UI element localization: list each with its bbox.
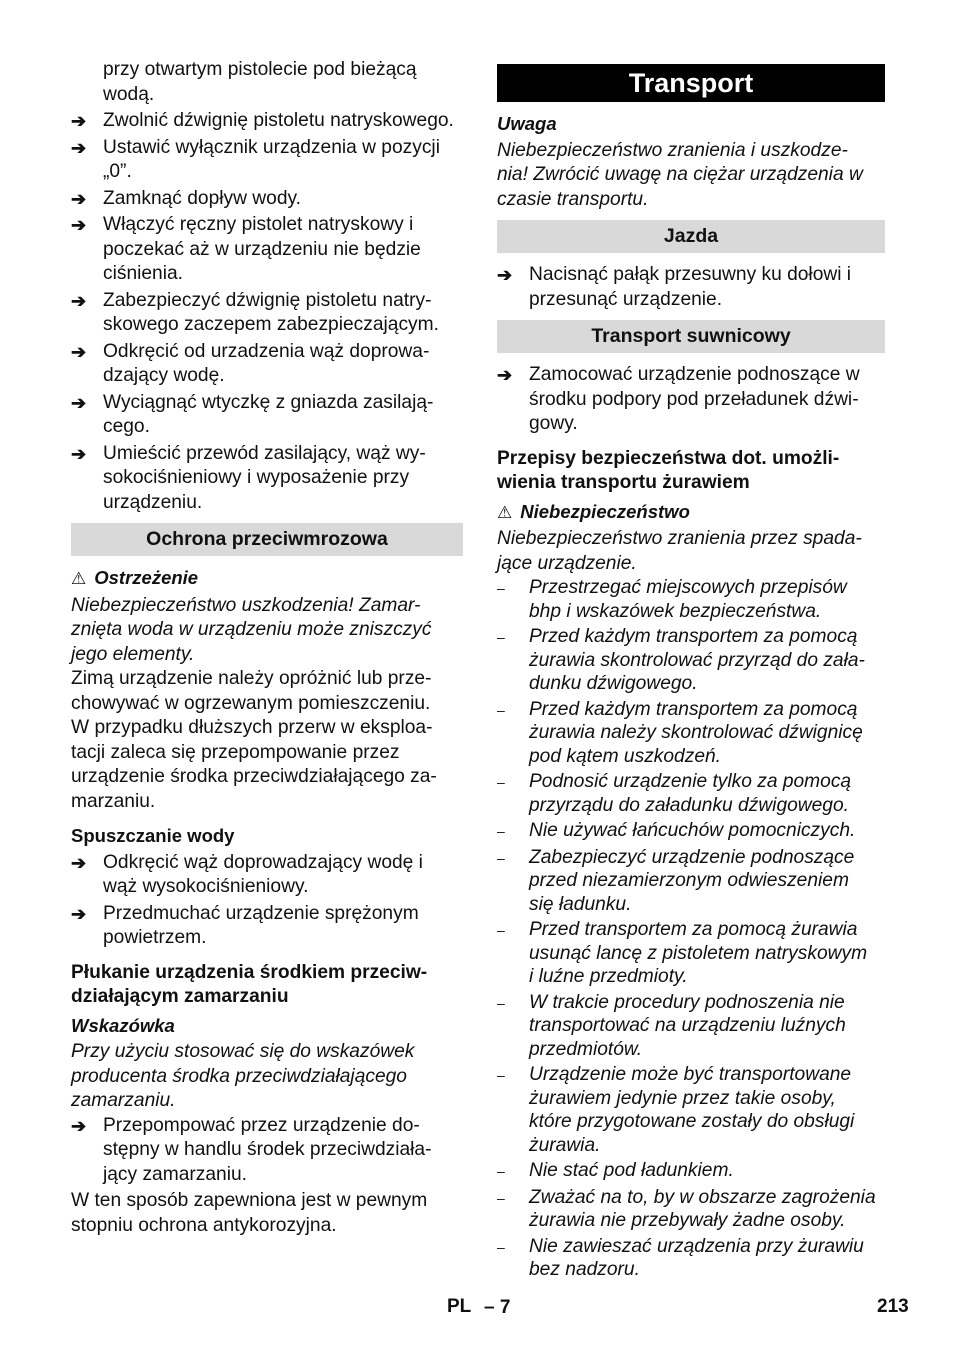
text-line: chowywać w ogrzewanym pomieszczeniu. (71, 692, 431, 714)
text-line: wienia transportu żurawiem (497, 472, 750, 493)
list-item (497, 819, 885, 844)
arrow-right-icon: ➔ (71, 111, 87, 131)
text-line: stępny w handlu środek przeciwdziała- (103, 1139, 432, 1160)
text-line: Nacisnąć pałąk przesuwny ku dołowi i (529, 264, 852, 285)
caution-text (497, 139, 885, 213)
list-item-text (529, 1063, 854, 1157)
step-list (71, 109, 463, 515)
step-item (71, 136, 463, 185)
text-line: zamarzaniu. (71, 1090, 176, 1111)
caution-label: Uwaga (497, 113, 557, 134)
warning-icon: ⚠ (71, 569, 87, 588)
arrow-right-icon: ➔ (497, 265, 513, 285)
dash-bullet: – (497, 1189, 505, 1206)
step-item (71, 340, 463, 389)
right-column (497, 64, 885, 1284)
text-line: i luźne przedmioty. (529, 966, 688, 987)
step-item (497, 363, 885, 437)
danger-label-text: Niebezpieczeństwo (520, 500, 690, 522)
rules-list (497, 576, 885, 1282)
section-heading-crane: Transport suwnicowy (497, 320, 885, 353)
dash-bullet: – (497, 1238, 505, 1255)
text-line: W trakcie procedury podnoszenia nie (529, 991, 845, 1013)
step-text (103, 902, 419, 951)
text-line: ciśnienia. (103, 263, 183, 284)
step-text (103, 340, 429, 389)
text-line: cego. (103, 416, 150, 437)
text-line: usunąć lancę z pistoletem natryskowym (529, 942, 868, 964)
text-line: Przed transportem za pomocą żurawia (529, 919, 858, 940)
text-line: bez nadzoru. (529, 1259, 640, 1280)
step-item (71, 391, 463, 440)
text-line: skowego zaczepem zabezpieczającym. (103, 314, 439, 335)
text-line: sokociśnieniowy i wyposażenie przy (103, 467, 410, 488)
text-line: Zamknąć dopływ wody. (103, 187, 301, 209)
text-line: dzający wodę. (103, 365, 225, 386)
text-line: marzaniu. (71, 790, 156, 812)
text-line: Nie używać łańcuchów pomocniczych. (529, 820, 856, 841)
flush-step (71, 1114, 463, 1188)
step-item (71, 187, 463, 212)
list-item (497, 625, 885, 696)
list-item-text (529, 770, 851, 817)
text-line: tacji zaleca się przepompowanie przez (71, 741, 400, 763)
list-item (497, 698, 885, 769)
text-line: Niebezpieczeństwo zranienia i uszkodze- (497, 139, 848, 161)
warning-label (71, 566, 463, 592)
text-line: poczekać aż w urządzeniu nie będzie (103, 238, 421, 260)
text-line: „0”. (103, 161, 132, 182)
arrow-right-icon: ➔ (71, 852, 87, 873)
text-line: żurawiem jedynie przez takie osoby, (529, 1087, 836, 1109)
text-line: znięta woda w urządzeniu może zniszczyć (71, 619, 432, 640)
text-line: Przepisy bezpieczeństwa dot. umożli- (497, 447, 840, 469)
step-text (103, 442, 426, 516)
warning-icon: ⚠ (497, 502, 513, 522)
list-item (497, 918, 885, 989)
text-line: przedmiotów. (529, 1038, 643, 1060)
text-line: jący zamarzaniu. (103, 1163, 247, 1185)
footer-language: PL (447, 1296, 472, 1317)
dash-bullet: – (497, 701, 505, 718)
text-line: nia! Zwrócić uwagę na ciężar urządzenia w (497, 164, 863, 185)
list-item-text (529, 819, 855, 844)
step-text (103, 213, 421, 287)
text-line: wodą. (103, 83, 155, 105)
list-item (497, 1159, 885, 1184)
closing-text (71, 1189, 463, 1238)
text-line: Niebezpieczeństwo zranienia przez spada- (497, 528, 862, 549)
text-line: środku podpory pod przeładunek dźwi- (529, 388, 859, 410)
text-line: Wyciągnąć wtyczkę z gniazda zasilają- (103, 391, 434, 413)
text-line: Umieścić przewód zasilający, wąż wy- (103, 442, 426, 464)
text-line: transportować na urządzeniu luźnych (529, 1015, 846, 1036)
text-line: Nie stać pod ładunkiem. (529, 1160, 734, 1181)
section-heading-frost: Ochrona przeciwmrozowa (71, 523, 463, 556)
list-item-text (529, 918, 867, 989)
text-line: urządzeniu. (103, 491, 203, 513)
step-text (103, 289, 439, 338)
text-line: pod kątem uszkodzeń. (529, 745, 721, 767)
step-text (103, 187, 301, 212)
dash-bullet: – (497, 580, 505, 596)
text-line: Ustawić wyłącznik urządzenia w pozycji (103, 136, 440, 158)
dash-bullet: – (497, 823, 505, 839)
list-item (497, 846, 885, 917)
text-line: jego elementy. (71, 643, 195, 665)
text-line: przesunąć urządzenie. (529, 288, 723, 310)
text-line: Zimą urządzenie należy opróżnić lub prze- (71, 668, 432, 689)
list-item-text (529, 1186, 876, 1233)
text-line: czasie transportu. (497, 188, 649, 210)
text-line: się ładunku. (529, 893, 632, 915)
text-line: Przed każdym transportem za pomocą (529, 626, 858, 647)
step-item (71, 289, 463, 338)
footer-page-ref: – 7 (484, 1297, 511, 1318)
section-heading-ride: Jazda (497, 220, 885, 253)
text-line: Zważać na to, by w obszarze zagrożenia (529, 1186, 876, 1208)
text-line: producenta środka przeciwdziałającego (71, 1065, 407, 1087)
list-item-text (529, 698, 863, 769)
text-line: Zamocować urządzenie podnoszące w (529, 364, 860, 385)
text-line: powietrzem. (103, 927, 207, 948)
footer-page-number: 213 (877, 1296, 909, 1317)
text-line: które przygotowane zostały do obsługi (529, 1111, 855, 1132)
text-line: W ten sposób zapewniona jest w pewnym (71, 1190, 428, 1211)
text-line: Urządzenie może być transportowane (529, 1064, 852, 1085)
list-item (497, 576, 885, 623)
crane-step (497, 363, 885, 437)
text-line: Przestrzegać miejscowych przepisów (529, 577, 847, 598)
left-column (71, 58, 463, 1238)
text-line: Odkręcić wąż doprowadzający wodę i (103, 851, 423, 873)
note-text (71, 1040, 463, 1114)
list-item-text (529, 846, 854, 917)
text-line: Zwolnić dźwignię pistoletu natryskowego. (103, 110, 454, 131)
text-line: przyrządu do załadunku dźwigowego. (529, 794, 849, 816)
text-line: Przy użyciu stosować się do wskazówek (71, 1041, 415, 1062)
step-item (71, 851, 463, 900)
step-item (497, 263, 885, 312)
arrow-right-icon: ➔ (71, 188, 87, 209)
step-item (71, 213, 463, 287)
arrow-right-icon: ➔ (71, 1115, 87, 1136)
text-line: żurawia. (529, 1134, 601, 1156)
step-text (103, 391, 433, 440)
step-text (103, 851, 423, 900)
arrow-right-icon: ➔ (71, 443, 87, 464)
arrow-right-icon: ➔ (71, 903, 87, 924)
text-line: Włączyć ręczny pistolet natryskowy i (103, 214, 414, 235)
arrow-right-icon: ➔ (71, 341, 87, 362)
step-text (103, 109, 454, 134)
text-line: Zabezpieczyć dźwignię pistoletu natry- (103, 289, 432, 311)
dash-bullet: – (497, 849, 505, 866)
step-item (71, 1114, 463, 1188)
text-line: Podnosić urządzenie tylko za pomocą (529, 771, 852, 792)
step-text (529, 363, 860, 437)
step-text (103, 136, 440, 185)
text-line: żurawia skontrolować przyrząd do zała- (529, 649, 865, 671)
arrow-right-icon: ➔ (71, 392, 87, 413)
list-item-text (529, 1235, 864, 1282)
text-line: Nie zawieszać urządzenia przy żurawiu (529, 1235, 864, 1257)
arrow-right-icon: ➔ (497, 365, 513, 385)
text-line: urządzenie środka przeciwdziałającego za- (71, 766, 437, 787)
list-item-text (529, 576, 847, 623)
drain-step-list (71, 851, 463, 951)
winter-text (71, 667, 463, 814)
text-line: dunku dźwigowego. (529, 673, 698, 694)
text-line: Przepompować przez urządzenie do- (103, 1114, 420, 1136)
page-title: Transport (497, 64, 885, 102)
arrow-right-icon: ➔ (71, 137, 87, 158)
dash-bullet: – (497, 922, 505, 938)
rules-heading (497, 447, 885, 496)
drain-heading: Spuszczanie wody (71, 825, 235, 846)
text-line: żurawia należy skontrolować dźwignicę (529, 722, 863, 743)
list-item (497, 1063, 885, 1157)
text-line: Odkręcić od urzadzenia wąż doprowa- (103, 340, 430, 362)
list-item (497, 1186, 885, 1233)
text-line: jące urządzenie. (497, 552, 637, 574)
text-line: Przed każdym transportem za pomocą (529, 698, 858, 720)
dash-bullet: – (497, 629, 505, 645)
step-item (71, 902, 463, 951)
text-line: przed niezamierzonym odwieszeniem (529, 870, 849, 891)
dash-bullet: – (497, 774, 505, 790)
list-item (497, 991, 885, 1062)
text-line: wąż wysokociśnieniowy. (103, 876, 309, 897)
text-line: stopniu ochrona antykorozyjna. (71, 1214, 337, 1236)
dash-bullet: – (497, 994, 505, 1011)
intro-text (71, 58, 463, 107)
note-label: Wskazówka (71, 1014, 175, 1036)
step-item (71, 109, 463, 134)
dash-bullet: – (497, 1163, 505, 1179)
list-item-text (529, 991, 846, 1062)
danger-text (497, 527, 885, 576)
text-line: Niebezpieczeństwo uszkodzenia! Zamar- (71, 594, 421, 616)
text-line: bhp i wskazówek bezpieczeństwa. (529, 600, 822, 622)
list-item (497, 770, 885, 817)
arrow-right-icon: ➔ (71, 215, 87, 235)
flush-heading (71, 961, 463, 1010)
step-text (529, 263, 851, 312)
warning-label-text: Ostrzeżenie (94, 567, 199, 588)
text-line: W przypadku dłuższych przerw w eksploa- (71, 717, 433, 738)
danger-label (497, 500, 885, 526)
text-line: żurawia nie przebywały żadne osoby. (529, 1210, 846, 1231)
text-line: przy otwartym pistolecie pod bieżącą (103, 59, 417, 80)
list-item (497, 1235, 885, 1282)
text-line: Płukanie urządzenia środkiem przeciw- (71, 961, 428, 983)
arrow-right-icon: ➔ (71, 290, 87, 311)
dash-bullet: – (497, 1067, 505, 1083)
warning-text (71, 594, 463, 668)
text-line: gowy. (529, 413, 578, 434)
text-line: działającym zamarzaniu (71, 986, 289, 1007)
ride-step (497, 263, 885, 312)
text-line: Przedmuchać urządzenie sprężonym (103, 902, 419, 924)
list-item-text (529, 625, 865, 696)
step-item (71, 442, 463, 516)
step-text (103, 1114, 431, 1188)
list-item-text (529, 1159, 734, 1184)
text-line: Zabezpieczyć urządzenie podnoszące (529, 846, 855, 868)
